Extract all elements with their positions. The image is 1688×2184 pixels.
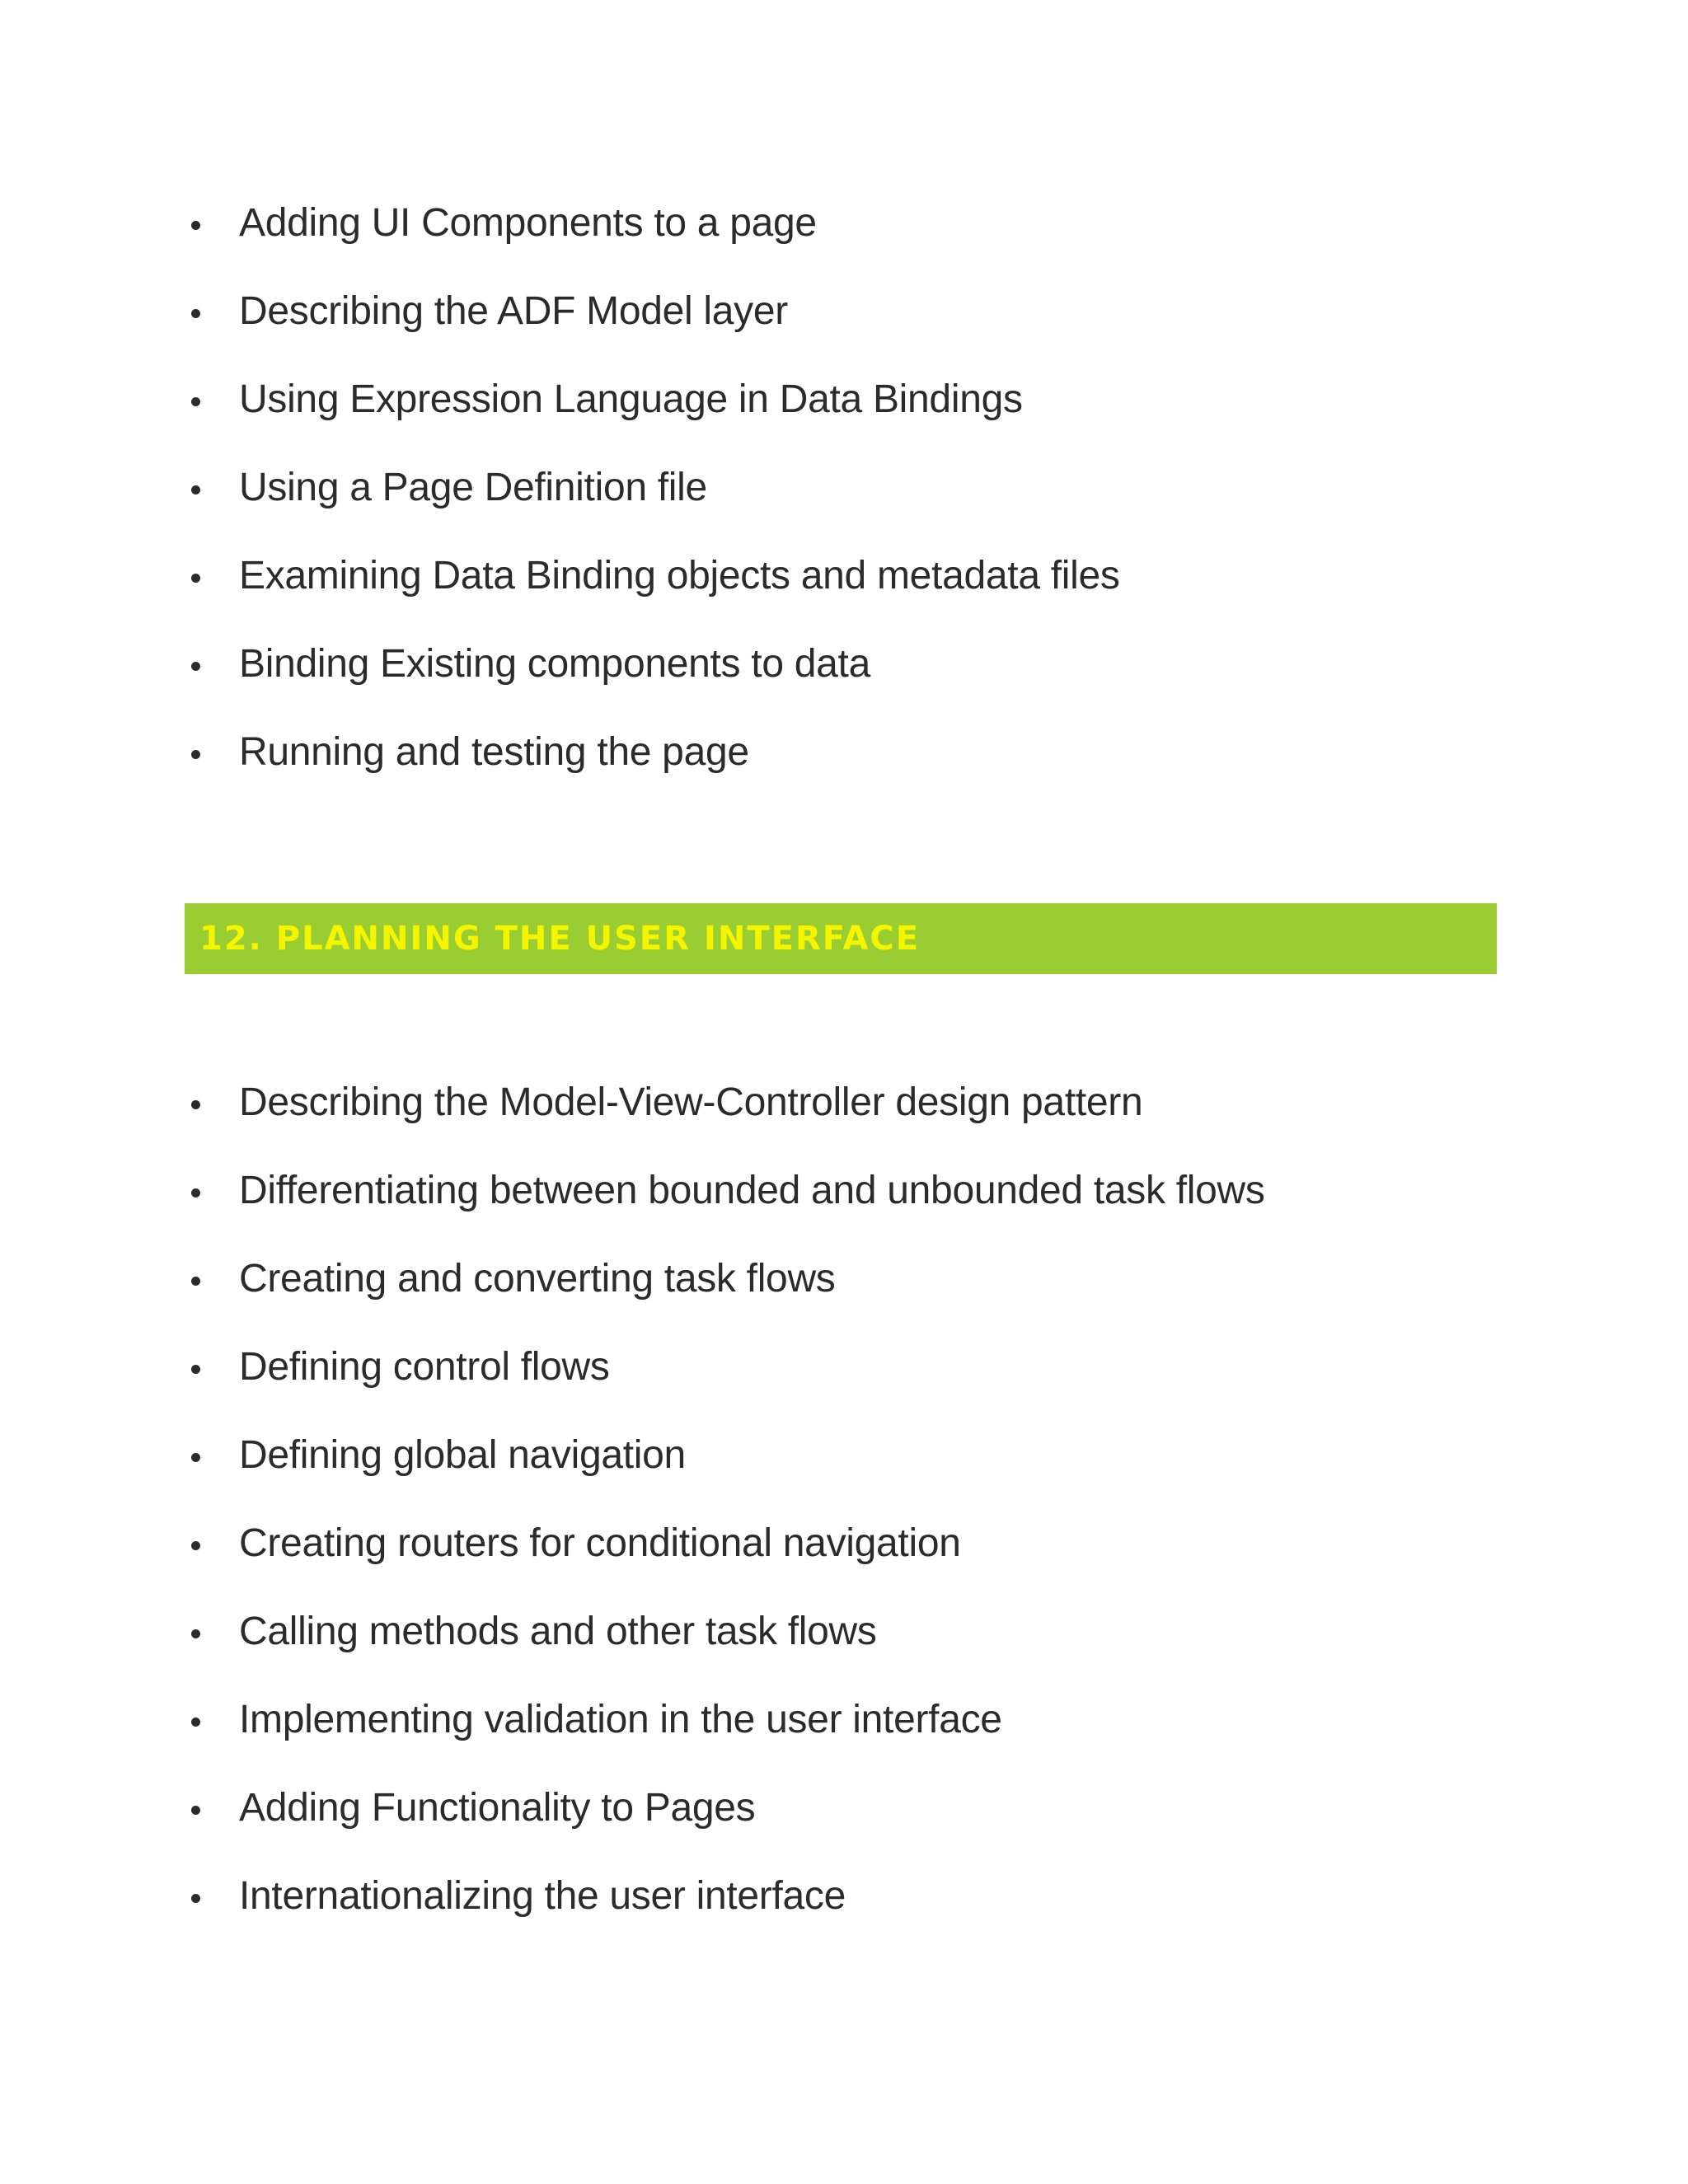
bullet-icon xyxy=(191,309,200,318)
list-item-text: Binding Existing components to data xyxy=(239,642,870,686)
list-item-text: Defining control flows xyxy=(239,1345,610,1389)
topic-list-user-interface xyxy=(181,1082,1265,1964)
list-item-text: Using a Page Definition file xyxy=(239,466,707,509)
bullet-icon xyxy=(191,1718,200,1727)
bullet-icon xyxy=(191,662,200,671)
bullet-icon xyxy=(191,1541,200,1550)
bullet-icon xyxy=(191,1100,200,1109)
list-item xyxy=(181,1611,1265,1699)
bullet-icon xyxy=(191,221,200,230)
list-item xyxy=(181,203,1120,291)
topic-list-ui-bindings xyxy=(181,203,1120,820)
list-item-text: Calling methods and other task flows xyxy=(239,1610,877,1653)
bullet-icon xyxy=(191,1453,200,1462)
list-item xyxy=(181,555,1120,644)
list-item-text: Examining Data Binding objects and metadata files xyxy=(239,554,1120,598)
list-item-text: Defining global navigation xyxy=(239,1433,686,1477)
list-item-text: Differentiating between bounded and unbounded task flows xyxy=(239,1169,1265,1212)
list-item xyxy=(181,1788,1265,1876)
list-item-text: Creating and converting task flows xyxy=(239,1257,836,1301)
bullet-icon xyxy=(191,485,200,494)
list-item-text: Describing the ADF Model layer xyxy=(239,289,788,333)
section-heading: 12. PLANNING THE USER INTERFACE xyxy=(199,920,921,958)
list-item xyxy=(181,379,1120,467)
bullet-icon xyxy=(191,1188,200,1197)
list-item xyxy=(181,291,1120,379)
list-item-text: Internationalizing the user interface xyxy=(239,1874,846,1918)
list-item-text: Implementing validation in the user interface xyxy=(239,1698,1002,1741)
list-item xyxy=(181,1347,1265,1435)
list-item-text: Creating routers for conditional navigation xyxy=(239,1521,961,1565)
bullet-icon xyxy=(191,397,200,406)
list-item xyxy=(181,644,1120,732)
list-item xyxy=(181,1523,1265,1611)
list-item-text: Adding Functionality to Pages xyxy=(239,1786,756,1830)
bullet-icon xyxy=(191,1277,200,1286)
list-item xyxy=(181,1082,1265,1170)
list-item-text: Describing the Model-View-Controller design pattern xyxy=(239,1080,1143,1124)
list-item xyxy=(181,1699,1265,1788)
list-item xyxy=(181,732,1120,820)
bullet-icon xyxy=(191,1806,200,1815)
list-item-text: Adding UI Components to a page xyxy=(239,201,817,245)
list-item-text: Running and testing the page xyxy=(239,730,749,774)
list-item-text: Using Expression Language in Data Bindings xyxy=(239,377,1023,421)
section-heading-banner xyxy=(185,903,1497,974)
bullet-icon xyxy=(191,1365,200,1374)
bullet-icon xyxy=(191,574,200,583)
bullet-icon xyxy=(191,750,200,759)
bullet-icon xyxy=(191,1629,200,1638)
list-item xyxy=(181,1170,1265,1258)
list-item xyxy=(181,467,1120,555)
list-item xyxy=(181,1876,1265,1964)
list-item xyxy=(181,1435,1265,1523)
list-item xyxy=(181,1258,1265,1347)
bullet-icon xyxy=(191,1894,200,1903)
